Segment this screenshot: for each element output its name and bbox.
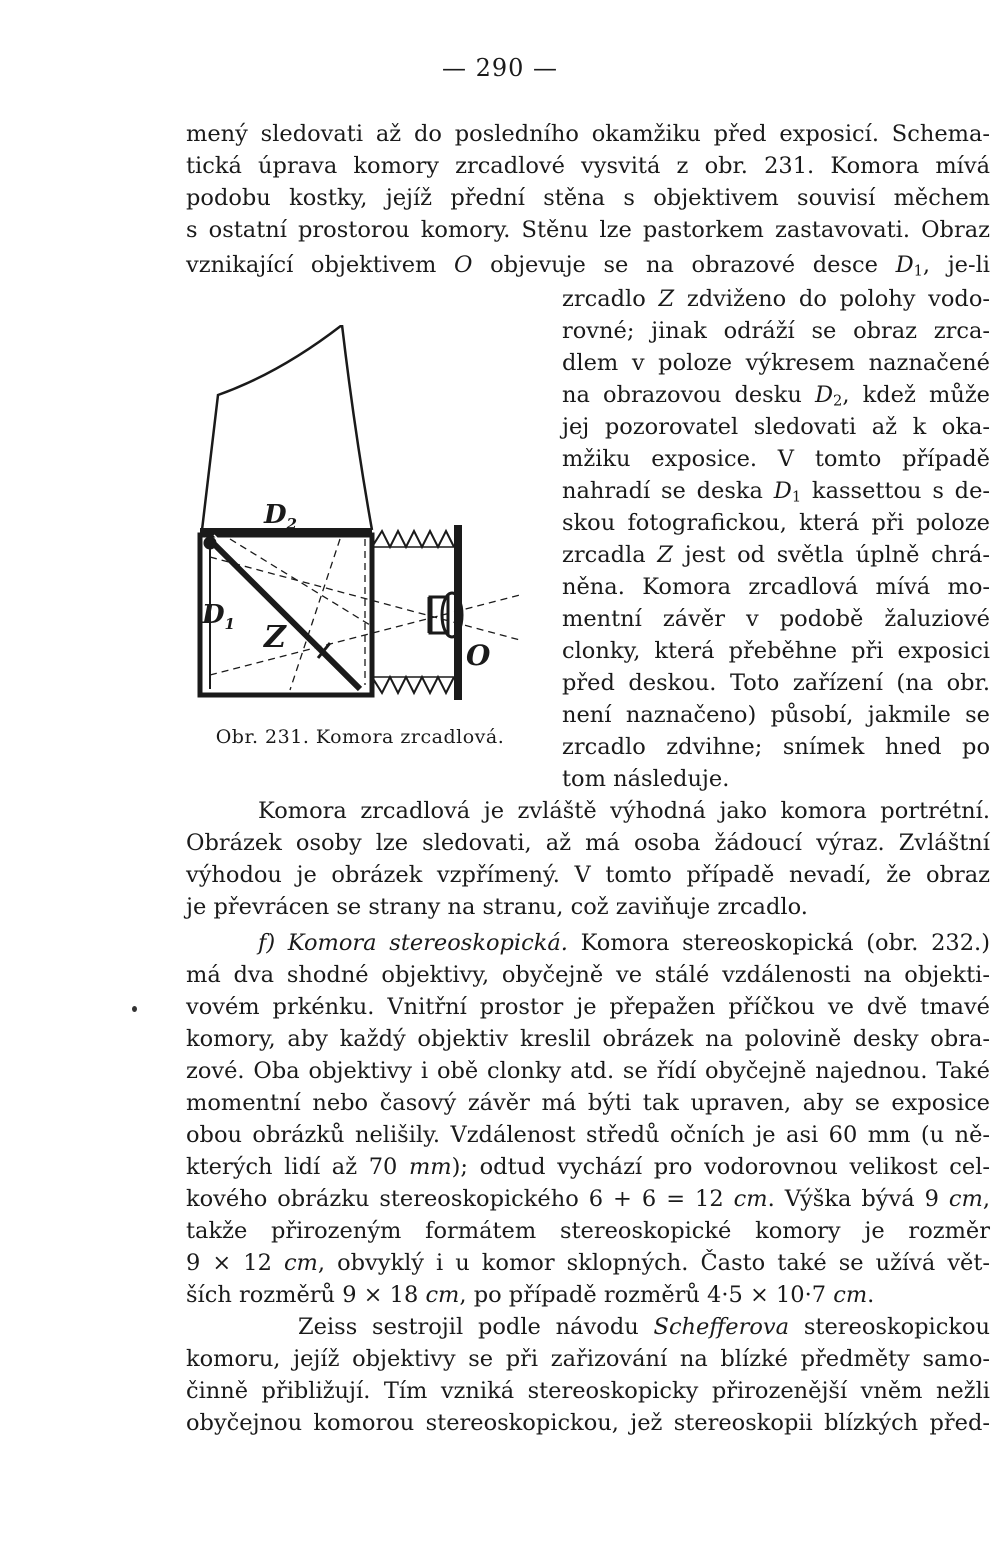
text-line: tická úprava komory zrcadlové vysvitá z obr. 231. Komora mívá (186, 153, 990, 179)
text-line: na obrazovou desku $D_2$, kdež může (562, 382, 990, 410)
margin-mark (132, 1006, 137, 1012)
bellows-top (372, 531, 454, 547)
text-line: před deskou. Toto zařízení (na obr. (562, 670, 990, 696)
text-line: činně přibližují. Tím vzniká stereoskopicky přirozenější vněm nežli (186, 1378, 990, 1404)
viewing-hood (202, 325, 372, 530)
text-line: mentní závěr v podobě žaluziové (562, 606, 990, 632)
text-line: obyčejnou komorou stereoskopickou, jež stereoskopii blízkých před- (186, 1410, 990, 1436)
label-d2: $D_2$ (264, 500, 297, 533)
text-line: mený sledovati až do posledního okamžiku před exposicí. Schema- (186, 121, 990, 147)
text-line: zrcadlo zdvihne; snímek hned po (562, 734, 990, 760)
text-line: vznikající objektivem O objevuje se na obrazové desce $D_1$, je-li (186, 252, 990, 280)
text-line: tom následuje. (562, 766, 730, 792)
text-line: má dva shodné objektivy, obyčejně ve stálé vzdálenosti na objekti- (186, 962, 990, 988)
text-line: mžiku exposice. V tomto případě (562, 446, 990, 472)
text-line: zrcadlo Z zdviženo do polohy vodo- (562, 286, 990, 312)
bellows-bottom (372, 677, 454, 693)
section-heading: f) Komora stereoskopická. (258, 930, 568, 956)
text-line: je převrácen se strany na stranu, což zaviňuje zrcadlo. (186, 894, 808, 920)
text-line: s ostatní prostorou komory. Stěnu lze pastorkem zastavovati. Obraz (186, 217, 990, 243)
text-line: Komora zrcadlová je zvláště výhodná jako komora portrétní. (258, 798, 990, 824)
text-line: výhodou je obrázek vzpřímený. V tomto případě nevadí, že obraz (186, 862, 990, 888)
text-line: clonky, která přeběhne při exposici (562, 638, 990, 664)
figure-caption: Obr. 231. Komora zrcadlová. (215, 726, 505, 748)
text-line: komory, aby každý objektiv kreslil obrázek na polovině desky obra- (186, 1026, 990, 1052)
section-heading-line: f) Komora stereoskopická. Komora stereoskopická (obr. 232.) (258, 930, 990, 956)
text-line: rovné; jinak odráží se obraz zrca- (562, 318, 990, 344)
text-line: zrcadla Z jest od světla úplně chrá- (562, 542, 991, 568)
label-d1: $D_1$ (202, 600, 235, 633)
label-o: O (466, 639, 491, 672)
text-line: něna. Komora zrcadlová mívá mo- (562, 574, 990, 600)
text-line: není naznačeno) působí, jakmile se (562, 702, 990, 728)
text-line: Zeiss sestrojil podle návodu Schefferova stereoskopickou (298, 1314, 990, 1340)
mirror-camera-figure (190, 325, 530, 720)
text-line: ších rozměrů 9 × 18 cm, po případě rozměrů 4·5 × 10·7 cm. (186, 1282, 875, 1308)
text-line: kového obrázku stereoskopického 6 + 6 = 12 cm. Výška bývá 9 cm, (186, 1186, 990, 1212)
text-line: dlem v poloze výkresem naznačené (562, 350, 990, 376)
text-line: podobu kostky, jejíž přední stěna s objektivem souvisí měchem (186, 185, 990, 211)
text-line: zové. Oba objektivy i obě clonky atd. se řídí obyčejně najednou. Také (186, 1058, 990, 1084)
text-line: takže přirozeným formátem stereoskopické komory je rozměr (186, 1218, 990, 1244)
text-line: momentní nebo časový závěr má býti tak upraven, aby se exposice (186, 1090, 990, 1116)
text-line: Obrázek osoby lze sledovati, až má osoba žádoucí výraz. Zvláštní (186, 830, 990, 856)
text-line: kterých lidí až 70 mm); odtud vychází pro vodorovnou velikost cel- (186, 1154, 990, 1180)
text-line: jej pozorovatel sledovati až k oka- (562, 414, 990, 440)
text-line: 9 × 12 cm, obvyklý i u komor sklopných. Často také se užívá vět- (186, 1250, 991, 1276)
text-line: nahradí se deska $D_1$ kassettou s de- (562, 478, 990, 506)
text-line: komoru, jejíž objektivy se při zařizování na blízké předměty samo- (186, 1346, 990, 1372)
mirror-pivot (204, 537, 216, 549)
page-number: — 290 — (441, 54, 559, 82)
text-line: skou fotografickou, která při poloze (562, 510, 990, 536)
text-line: obou obrázků nelišily. Vzdálenost středů očních je asi 60 mm (u ně- (186, 1122, 990, 1148)
label-z: Z (264, 620, 286, 655)
text-line: vovém prkénku. Vnitřní prostor je přepažen příčkou ve dvě tmavé (186, 994, 990, 1020)
